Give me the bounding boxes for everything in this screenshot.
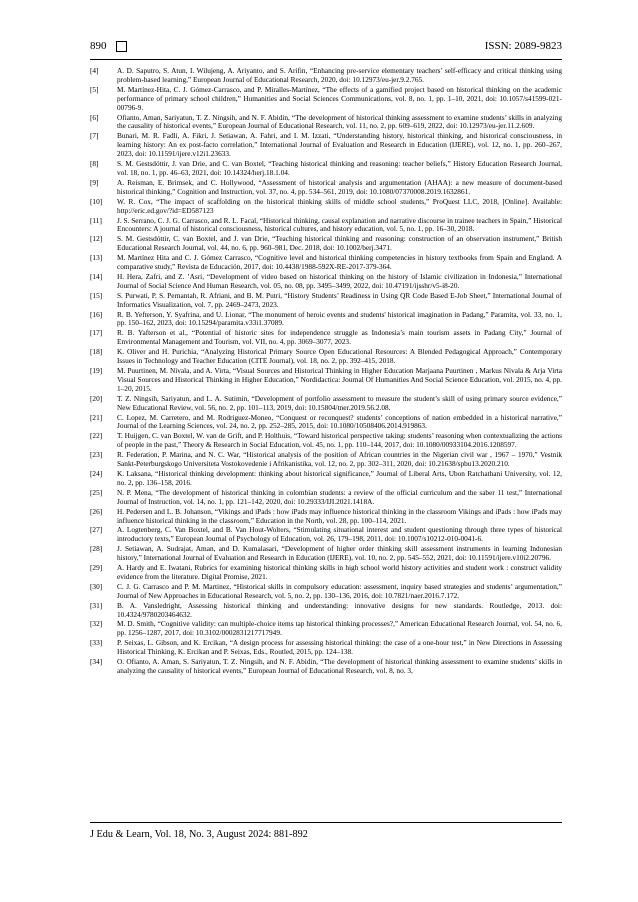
reference-number: [16] <box>90 309 103 319</box>
reference-number: [20] <box>90 393 103 403</box>
reference-text: K. Laksana, “Historical thinking development: thinking about historical significance,” Journal of Liberal Arts, Ubon Ratchathani University, vol. 12, no. 2, pp. 136–158, 2016. <box>117 468 562 487</box>
reference-item <box>90 198 562 216</box>
reference-item <box>90 489 562 507</box>
reference-number: [6] <box>90 112 99 122</box>
reference-number: [33] <box>90 638 103 648</box>
reference-text: K. Oliver and H. Purichia, “Analyzing Historical Primary Source Open Educational Resources: A Blended Pedagogical Approach,” Contemporary Issues in Technology and Teacher Education (CITE Journal), vol. 18, no. 2, pp. 392–415, 2018. <box>117 347 562 366</box>
reference-text: C. Lopez, M. Carretero, and M. Rodriguez-Moneo, “Conquest or reconquest? students’ conceptions of nation embedded in a historical narrative,” Journal of the Learning Sciences, vol. 24, no. 2, pp. 252–285, 2015, doi: 10.1080/10508406.2014.919863. <box>117 412 562 431</box>
reference-item <box>90 508 562 526</box>
reference-text: Bunari, M. R. Fadli, A. Fikri, J. Setiawan, A. Fahri, and I. M. Izzati, “Understanding history, historical thinking, and historical consciousness, in learning history: An ex post-facto correlation,” International Journal of Evaluation and Research in Education (IJERE), vol. 12, no. 1, pp. 260–267, 2023, doi: 10.11591/ijere.v12i1.23633. <box>117 131 562 159</box>
reference-number: [27] <box>90 525 103 535</box>
reference-number: [26] <box>90 506 103 516</box>
reference-text: M. D. Smith, “Cognitive validity: can multiple-choice items tap historical thinking processes?,” American Educational Research Journal, vol. 54, no. 6, pp. 1256–1287, 2017, doi: 10.3102/0002831217717949. <box>117 619 562 638</box>
reference-number: [13] <box>90 253 103 263</box>
reference-item <box>90 160 562 178</box>
reference-number: [32] <box>90 619 103 629</box>
reference-item <box>90 86 562 113</box>
reference-item <box>90 620 562 638</box>
reference-item <box>90 348 562 366</box>
reference-text: A. Reisman, E. Brimsek, and C. Hollywood, “Assessment of historical analysis and argumentation (AHAA): a new measure of document-based historical thinking,” Cognition and Instruction, vol. 37, no. 4, pp. 534–561, 2019, doi: 10.1080/07370008.2019.1632861. <box>117 177 562 196</box>
reference-text: A. D. Saputro, S. Atun, I. Wilujeng, A. Ariyanto, and S. Arifin, “Enhancing pre-service elementary teachers’ self-efficacy and critical thinking using problem-based learning,” European Journal of Educational Research, 2020, doi: 10.12973/eu-jer.9.2.765. <box>117 66 562 84</box>
reference-text: S. M. Gestsdóttir, J. van Drie, and C. van Boxtel, “Teaching historical thinking and reasoning: teacher beliefs,” History Education Research Journal, vol. 18, no. 1, pp. 46–63, 2021, doi: 10.14324/herj.18.1.04. <box>117 159 562 177</box>
reference-number: [23] <box>90 450 103 460</box>
reference-item <box>90 254 562 272</box>
reference-number: [10] <box>90 196 103 206</box>
reference-number: [9] <box>90 177 99 187</box>
reference-number: [30] <box>90 581 103 591</box>
reference-number: [31] <box>90 600 103 610</box>
reference-item <box>90 132 562 159</box>
reference-item <box>90 67 562 85</box>
reference-item <box>90 545 562 563</box>
reference-number: [8] <box>90 159 99 169</box>
reference-list <box>90 67 562 677</box>
reference-text: Ofianto, Aman, Sariyatun, T. Z. Ningsih, and N. F. Abidin, “The development of historical thinking assessment to examine students’ skills in analyzing the causality of historical events,” European Journal of Educational Research, vol. 11, no. 2, pp. 609–619, 2022, doi: 10.12973/eu-jer.11.2.609. <box>117 112 562 131</box>
reference-text: T. Huijgen, C. van Boxtel, W. van de Grift, and P. Holthuis, “Toward historical perspective taking: students’ reasoning when contextualizing the actions of people in the past,” Theory & Research in Social Education, vol. 45, no. 1, pp. 110–144, 2017, doi: 10.1080/00933104.2016.1208597. <box>117 431 562 450</box>
page-header <box>90 40 562 56</box>
reference-item <box>90 395 562 413</box>
reference-item <box>90 583 562 601</box>
reference-text: J. S. Serrano, C. J. G. Carrasco, and R. L. Facal, “Historical thinking, causal explanation and narrative discourse in trainee teachers in Spain,” Historical Encounters: A journal of historical consciousness, historical cultures, and history education, vol. 5, no. 1, pp. 16–30, 2018. <box>117 215 562 234</box>
reference-item <box>90 367 562 394</box>
reference-item <box>90 451 562 469</box>
reference-text: O. Ofianto, A. Aman, S. Sariyatun, T. Z. Ningsih, and N. F. Abidin, “The development of historical thinking assessment to examine students’ skills in analyzing the causality of historical events,” European Journal of Educational Research, vol. 8, no. 3, <box>117 657 562 675</box>
reference-number: [17] <box>90 328 103 338</box>
reference-number: [22] <box>90 431 103 441</box>
reference-text: M. Martínez Hita and C. J. Gómez Carrasco, “Cognitive level and historical thinking competencies in history textbooks from Spain and England. A comparative study,” Revista de Educación, 2017, doi: 10.4438/1988-592X-RE-2017-379-364. <box>117 253 562 272</box>
reference-number: [7] <box>90 131 99 141</box>
reference-text: R. B. Yafterson et al., “Potential of historic sites for independence struggle as Indonesia’s main tourism assets in Padang City,” Journal of Environmental Management and Tourism, vol. VII, no. 4, pp. 3069–3077, 2023. <box>117 328 562 347</box>
reference-text: H. Pedersen and L. B. Johanson, “Vikings and iPads : how iPads may influence historical thinking in the classroom Vikings and iPads : how iPads may influence historical thinking in the classroom,” Education in the North, vol. 28, pp. 100–114, 2021. <box>117 506 562 525</box>
reference-number: [21] <box>90 412 103 422</box>
reference-number: [12] <box>90 234 103 244</box>
issn-label: ISSN: 2089-9823 <box>484 40 562 52</box>
reference-number: [15] <box>90 290 103 300</box>
reference-number: [25] <box>90 487 103 497</box>
reference-text: R. Federation, P. Marina, and N. C. War, “Historical analysis of the position of African countries in the Nigerian civil war , 1967 – 1970,” Vestnik Sankt-Peterburgskogo Universiteta Vostokovedenie i Afrikanistika, vol. 12, no. 2, pp. 302–311, 2020, doi: 10.21638/spbu13.2020.210. <box>117 450 562 469</box>
reference-text: T. Z. Ningsih, Sariyatun, and L. A. Sutimin, “Development of portfolio assessment to measure the student’s skill of using primary source evidence,” New Educational Review, vol. 56, no. 2, pp. 101–113, 2019, doi: 10.15804/tner.2019.56.2.08. <box>117 393 562 412</box>
reference-item <box>90 217 562 235</box>
reference-text: W. R. Cox, “The impact of scaffolding on the historical thinking skills of middle school students,” ProQuest LLC, 2018, [Online]. Available: http://eric.ed.gov/?id=ED587123 <box>117 196 562 215</box>
reference-text: C. J. G. Carrasco and P. M. Martinez, “Historical skills in compulsory education: assessment, inquiry based strategies and students’ argumentation,” Journal of New Approaches in Educational Research, vol. 5, no. 2, pp. 130–136, 2016, doi: 10.7821/naer.2016.7.172. <box>117 581 562 600</box>
reference-text: S. M. Gestsdóttir, C. van Boxtel, and J. van Drie, “Teaching historical thinking and reasoning: construction of an observation instrument,” British Educational Research Journal, vol. 44, no. 6, pp. 960–981, Dec. 2018, doi: 10.1002/berj.3471. <box>117 234 562 253</box>
reference-number: [29] <box>90 563 103 573</box>
reference-text: N. P. Mena, “The development of historical thinking in colombian students: a review of the official curriculum and the saber 11 test,” International Journal of Instruction, vol. 14, no. 1, pp. 121–142, 2020, doi: 10.29333/IJI.2021.1418A. <box>117 487 562 506</box>
header-rule <box>90 59 562 60</box>
reference-item <box>90 658 562 676</box>
checkbox-square-icon <box>116 41 127 52</box>
reference-text: R. B. Yefterson, Y. Syafrina, and U. Lionar, “The monument of heroic events and students' historical imagination in Padang,” Paramita, vol. 33, no. 1, pp. 150–162, 2023, doi: 10.15294/paramita.v33i1.37089. <box>117 309 562 328</box>
reference-text: M. Martínez-Hita, C. J. Gómez-Carrasco, and P. Miralles-Martínez, “The effects of a gamified project based on historical thinking on the academic performance of primary school children,” Humanities and Social Sciences Communications, vol. 8, no. 1, pp. 1–10, 2021, doi: 10.1057/s41599-021-00796-9. <box>117 84 562 112</box>
reference-item <box>90 179 562 197</box>
reference-item <box>90 432 562 450</box>
reference-number: [14] <box>90 271 103 281</box>
reference-item <box>90 311 562 329</box>
reference-number: [18] <box>90 347 103 357</box>
reference-item <box>90 114 562 132</box>
reference-number: [4] <box>90 66 99 75</box>
reference-text: A. Logtenberg, C. Van Boxtel, and B. Van Hout-Wolters, “Stimulating situational interest and student questioning through three types of historical introductory texts,” European Journal of Psychology of Education, vol. 26, 179–198, 2011, doi: 10.1007/s10212-010-0041-6. <box>117 525 562 544</box>
reference-text: A. Hardy and E. Iwatani, Rubrics for examining historical thinking skills in high school world history activities and student work : construct validity evidence from the literature. Digital Promise, 2021. <box>117 563 562 581</box>
reference-number: [24] <box>90 468 103 478</box>
reference-text: H. Hera, Zafri, and Z. ’Asri, “Development of video based on historical thinking on the history of Islamic civilization in Indonesia,” International Journal of Social Science And Human Research, vol. 05, no. 08, pp. 3495–3499, 2022, doi: 10.47191/ijsshr/v5-i8-20. <box>117 271 562 290</box>
journal-citation-footer: J Edu & Learn, Vol. 18, No. 3, August 2024: 881-892 <box>90 829 308 840</box>
reference-text: J. Setiawan, A. Sudrajat, Aman, and D. Kumalasari, “Development of higher order thinking skill assessment instruments in learning Indonesian history,” International Journal of Evaluation and Research in Education (IJERE), vol. 10, no. 2, pp. 545–552, 2021, doi: 10.11591/ijere.v10i2.20796. <box>117 544 562 563</box>
reference-item <box>90 292 562 310</box>
reference-number: [34] <box>90 657 103 667</box>
reference-item <box>90 470 562 488</box>
reference-text: S. Purwati, P. S. Pernantah, R. Afriani, and B. M. Putri, “History Students’ Readiness in Using QR Code Based E-Job Sheet,” International Journal of Informatics Visualization, vol. 7, pp. 2469–2473, 2023. <box>117 290 562 309</box>
reference-text: B. A. Vansledright, Assessing historical thinking and understanding: innovative designs for new standards. Routledge, 2013. doi: 10.4324/9780203464632. <box>117 600 562 619</box>
reference-number: [5] <box>90 84 99 94</box>
reference-item <box>90 526 562 544</box>
reference-item <box>90 414 562 432</box>
reference-number: [19] <box>90 366 103 375</box>
reference-number: [11] <box>90 215 102 225</box>
reference-item <box>90 235 562 253</box>
reference-item <box>90 273 562 291</box>
reference-item <box>90 639 562 657</box>
reference-item <box>90 564 562 582</box>
reference-text: M. Puurtinen, M. Nivala, and A. Virta, “Visual Sources and Historical Thinking in Higher Education Marjaana Puurtinen , Markus Nivala & Arja Virta Visual Sources and Historical Thinking in Higher Education,” Nordidactica: Journal Of Humanities And Social Science Education, vol. 2015, no. 4, pp. 1–20, 2015. <box>117 366 562 393</box>
page-number: 890 <box>90 40 107 52</box>
reference-number: [28] <box>90 544 103 554</box>
reference-item <box>90 602 562 620</box>
reference-item <box>90 329 562 347</box>
footer-rule <box>90 822 562 823</box>
reference-text: P. Seixas, L. Gibson, and K. Ercikan, “A design process for assessing historical thinking: the case of a one-hour test,” in New Directions in Assessing Historical Thinking, K. Ercikan and P. Seixas, Eds., Routled, 2015, pp. 124–138. <box>117 638 562 657</box>
